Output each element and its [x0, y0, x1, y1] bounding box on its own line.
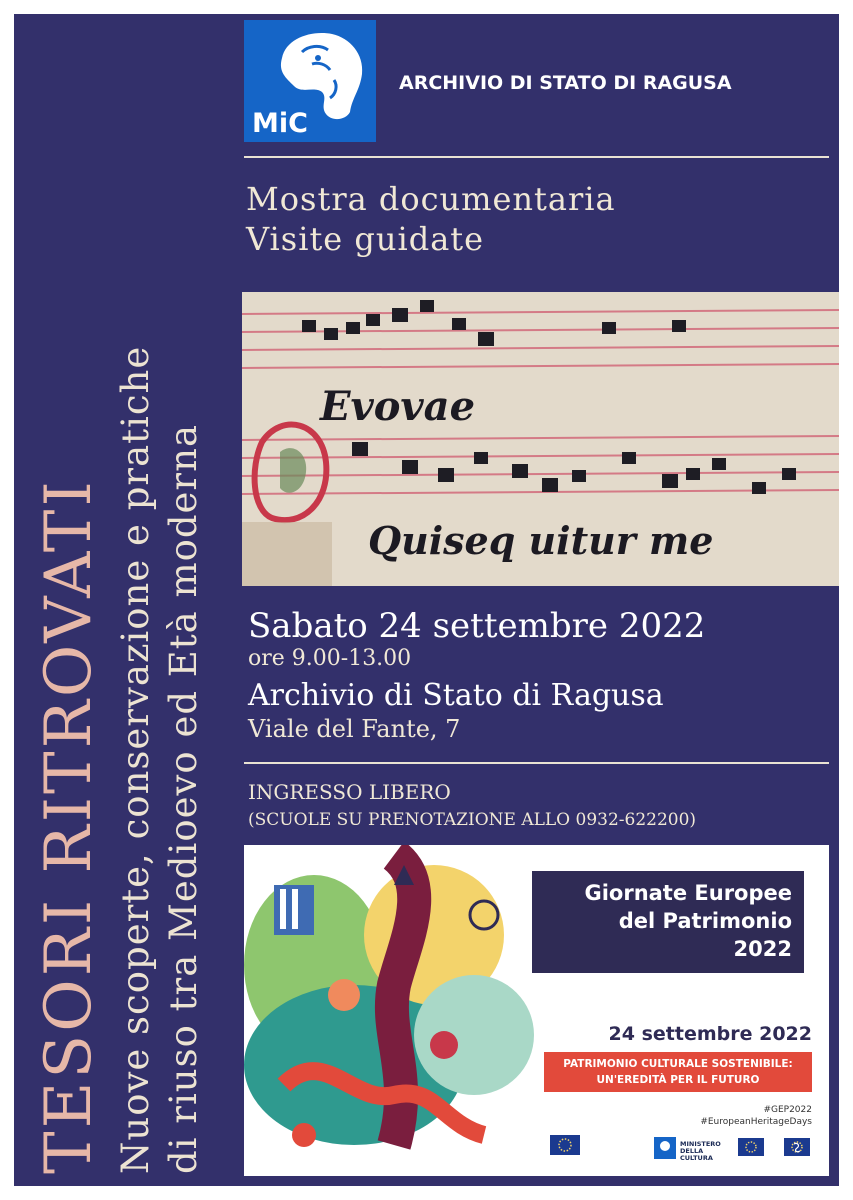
mic-logo-text: MiC: [252, 108, 308, 139]
event-title-2: Visite guidate: [246, 220, 485, 258]
event-date: Sabato 24 settembre 2022: [248, 606, 706, 646]
ministero-line-1: MINISTERO: [680, 1140, 721, 1148]
mic-small-logo-icon: [654, 1135, 676, 1161]
gep-title-1: Giornate Europee: [584, 881, 792, 905]
hashtags: [604, 1104, 812, 1128]
hashtag-gep: #GEP2022: [763, 1105, 812, 1115]
subtitle-line-2: di riuso tra Medioevo ed Età moderna: [162, 423, 205, 1174]
archive-title: ARCHIVIO DI STATO DI RAGUSA: [399, 72, 732, 94]
admission: INGRESSO LIBERO: [248, 780, 451, 804]
eu-flag-icon: [550, 1135, 580, 1161]
poster: [14, 14, 839, 1186]
gep-theme-line-2: UN'EREDITÀ PER IL FUTURO: [596, 1074, 760, 1086]
ministero-line-3: CULTURA: [680, 1154, 713, 1162]
gep-date: 24 settembre 2022: [608, 1023, 812, 1045]
manuscript-image: [242, 292, 839, 586]
manuscript-text-1: Evovae: [320, 383, 476, 430]
gep-title-box: [532, 871, 804, 973]
event-address: Viale del Fante, 7: [248, 715, 461, 743]
vertical-title-block: [14, 14, 244, 1186]
gep-theme: [544, 1052, 812, 1092]
eu-flag-icon: [738, 1135, 764, 1161]
gep-panel: [244, 845, 829, 1176]
heritage-illustration: [244, 845, 544, 1176]
ministero-line-2: DELLA: [680, 1147, 704, 1155]
ministero-logo-text: [680, 1141, 721, 1162]
divider: [244, 762, 829, 764]
event-title-1: Mostra documentaria: [246, 180, 616, 218]
gep-title-3: 2022: [733, 937, 792, 961]
mic-logo: [244, 20, 376, 142]
council-of-europe-icon: [784, 1135, 810, 1161]
gep-theme-line-1: PATRIMONIO CULTURALE SOSTENIBILE:: [563, 1058, 793, 1070]
hashtag-european-heritage: #EuropeanHeritageDays: [700, 1117, 812, 1127]
school-booking: (SCUOLE SU PRENOTAZIONE ALLO 0932-622200): [248, 810, 697, 830]
main-title: TESORI RITROVATI: [32, 478, 106, 1174]
event-place: Archivio di Stato di Ragusa: [248, 678, 664, 713]
gep-title-2: del Patrimonio: [618, 909, 792, 933]
divider: [244, 156, 829, 158]
event-hours: ore 9.00-13.00: [248, 646, 412, 671]
manuscript-text-2: Quiseq uitur me: [368, 518, 714, 563]
subtitle-line-1: Nuove scoperte, conservazione e pratiche: [114, 345, 157, 1174]
